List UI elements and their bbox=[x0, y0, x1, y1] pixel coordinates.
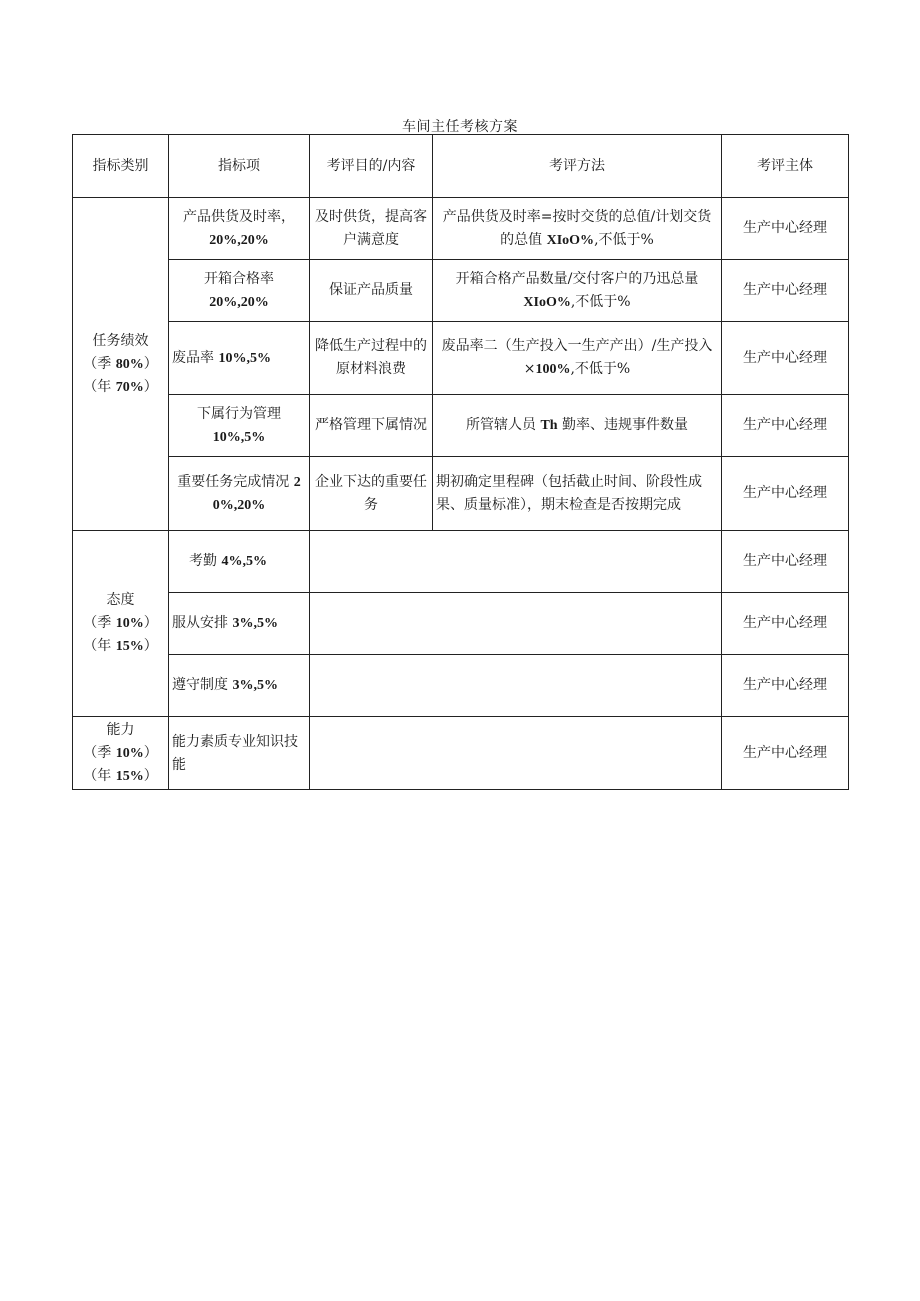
category-year-value: 15% bbox=[115, 768, 144, 784]
method-text: 所管辖人员 bbox=[465, 417, 541, 433]
empty-cell bbox=[310, 655, 722, 717]
category-season-prefix: （季 bbox=[83, 355, 116, 372]
purpose-cell: 及时供货，提高客户满意度 bbox=[310, 198, 433, 260]
item-cell bbox=[169, 593, 310, 655]
category-name: 任务绩效 bbox=[92, 332, 149, 349]
method-cell bbox=[433, 322, 722, 395]
method-text: 产品供货及时率=按时交货的总值/计划交货的总值 bbox=[442, 208, 712, 248]
item-weight: 3%,5% bbox=[232, 616, 278, 631]
method-cell bbox=[433, 198, 722, 260]
category-year-value: 15% bbox=[115, 639, 144, 654]
item-cell bbox=[169, 531, 310, 593]
table-row bbox=[73, 198, 849, 260]
item-label: 考勤 bbox=[189, 553, 222, 569]
method-tail: ,不低于% bbox=[570, 293, 631, 310]
category-ability bbox=[73, 717, 169, 790]
category-year-prefix: （年 bbox=[83, 378, 116, 395]
header-purpose: 考评目的/内容 bbox=[310, 135, 433, 198]
method-cell: 期初确定里程碑（包括截止时间、阶段性成果、质量标准），期末检查是否按期完成 bbox=[433, 457, 722, 531]
page-title: 车间主任考核方案 bbox=[402, 119, 518, 135]
header-row bbox=[73, 135, 849, 198]
purpose-cell: 保证产品质量 bbox=[310, 260, 433, 322]
empty-cell bbox=[310, 593, 722, 655]
header-item: 指标项 bbox=[169, 135, 310, 198]
item-label: 下属行为管理 bbox=[197, 405, 281, 422]
category-name: 态度 bbox=[106, 592, 135, 608]
item-label: 产品供货及时率， bbox=[183, 208, 295, 225]
empty-cell bbox=[310, 717, 722, 790]
owner-cell: 生产中心经理 bbox=[722, 593, 849, 655]
method-tail: ,不低于% bbox=[594, 231, 654, 248]
header-method: 考评方法 bbox=[433, 135, 722, 198]
item-label: 重要任务完成情况 bbox=[177, 473, 294, 490]
table-row bbox=[73, 655, 849, 717]
table-row bbox=[73, 457, 849, 531]
category-attitude bbox=[73, 531, 169, 717]
category-season-suffix: ） bbox=[143, 355, 158, 372]
category-year-suffix: ） bbox=[143, 638, 158, 654]
item-cell bbox=[169, 457, 310, 531]
table-row bbox=[73, 260, 849, 322]
owner-cell: 生产中心经理 bbox=[722, 260, 849, 322]
table-row bbox=[73, 717, 849, 790]
item-cell bbox=[169, 395, 310, 457]
owner-cell: 生产中心经理 bbox=[722, 457, 849, 531]
owner-cell: 生产中心经理 bbox=[722, 717, 849, 790]
category-season-value: 10% bbox=[115, 745, 144, 761]
method-text: 废品率二（生产投入一生产产出）/生产投入× bbox=[441, 338, 713, 377]
item-weight: 10%,5% bbox=[212, 429, 266, 445]
method-formula: 100% bbox=[535, 362, 571, 377]
item-weight: 3%,5% bbox=[232, 678, 278, 693]
method-formula: Th bbox=[540, 418, 558, 433]
item-label: 服从安排 bbox=[172, 615, 233, 631]
category-year-suffix: ） bbox=[143, 378, 158, 395]
category-season-prefix: （季 bbox=[83, 744, 116, 761]
category-year-suffix: ） bbox=[143, 767, 158, 784]
method-tail: ,不低于% bbox=[570, 361, 631, 377]
owner-cell: 生产中心经理 bbox=[722, 655, 849, 717]
header-owner: 考评主体 bbox=[722, 135, 849, 198]
empty-cell bbox=[310, 531, 722, 593]
purpose-cell: 企业下达的重要任务 bbox=[310, 457, 433, 531]
category-season-suffix: ） bbox=[143, 615, 158, 631]
assessment-table bbox=[72, 134, 849, 790]
table-row bbox=[73, 322, 849, 395]
item-label: 遵守制度 bbox=[172, 677, 233, 693]
purpose-cell: 降低生产过程中的原材料浪费 bbox=[310, 322, 433, 395]
owner-cell: 生产中心经理 bbox=[722, 531, 849, 593]
purpose-cell: 严格管理下属情况 bbox=[310, 395, 433, 457]
category-season-value: 80% bbox=[115, 356, 144, 372]
item-label: 开箱合格率 bbox=[204, 270, 274, 287]
category-year-value: 70% bbox=[115, 379, 144, 395]
category-year-prefix: （年 bbox=[83, 767, 116, 784]
category-season-suffix: ） bbox=[143, 744, 158, 761]
method-formula: XIoO% bbox=[546, 232, 595, 248]
category-season-value: 10% bbox=[115, 616, 144, 631]
item-cell bbox=[169, 198, 310, 260]
item-cell bbox=[169, 260, 310, 322]
item-weight: 20%,20% bbox=[209, 294, 269, 310]
header-category: 指标类别 bbox=[73, 135, 169, 198]
item-weight: 20%,20% bbox=[209, 232, 269, 248]
table-row bbox=[73, 531, 849, 593]
category-year-prefix: （年 bbox=[83, 638, 116, 654]
method-text: 开箱合格产品数量/交付客户的乃迅总量 bbox=[455, 270, 699, 287]
item-label: 废品率 bbox=[172, 349, 219, 366]
method-tail: 勤率、违规事件数量 bbox=[557, 417, 689, 433]
owner-cell: 生产中心经理 bbox=[722, 322, 849, 395]
category-task bbox=[73, 198, 169, 531]
table-row bbox=[73, 593, 849, 655]
item-cell bbox=[169, 322, 310, 395]
method-formula: XIoO% bbox=[523, 294, 571, 310]
item-weight: 4%,5% bbox=[221, 554, 267, 569]
owner-cell: 生产中心经理 bbox=[722, 198, 849, 260]
item-weight: 20%,20% bbox=[212, 474, 301, 513]
category-season-prefix: （季 bbox=[83, 615, 116, 631]
table-row bbox=[73, 395, 849, 457]
method-cell bbox=[433, 395, 722, 457]
method-cell bbox=[433, 260, 722, 322]
item-cell: 能力素质专业知识技能 bbox=[169, 717, 310, 790]
category-name: 能力 bbox=[106, 721, 135, 738]
item-weight: 10%,5% bbox=[218, 350, 271, 366]
item-cell bbox=[169, 655, 310, 717]
owner-cell: 生产中心经理 bbox=[722, 395, 849, 457]
